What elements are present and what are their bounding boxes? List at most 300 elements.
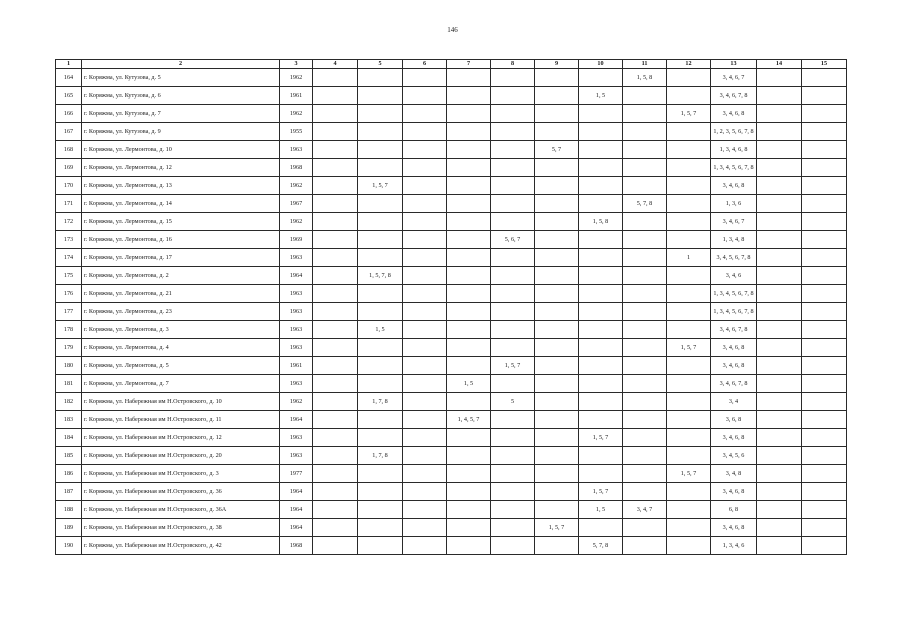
- table-cell: 1964: [280, 483, 313, 501]
- table-cell: 1, 3, 4, 5, 6, 7, 8: [711, 303, 757, 321]
- table-row: [56, 483, 847, 501]
- table-cell: [757, 69, 802, 87]
- table-cell: 5, 7, 8: [579, 537, 623, 555]
- page-number: 146: [447, 26, 458, 34]
- table-cell: [579, 267, 623, 285]
- table-cell: [313, 429, 358, 447]
- table-cell: [491, 195, 535, 213]
- table-cell: [757, 159, 802, 177]
- table-cell: [535, 231, 579, 249]
- table-cell: 3, 4, 6, 8: [711, 429, 757, 447]
- table-cell: 3, 4, 6, 7, 8: [711, 87, 757, 105]
- address-cell: г. Коряжма, ул. Лермонтова, д. 14: [82, 195, 280, 213]
- table-cell: [313, 537, 358, 555]
- table-cell: [447, 285, 491, 303]
- table-cell: [447, 213, 491, 231]
- table-cell: [802, 393, 847, 411]
- table-cell: 1963: [280, 285, 313, 303]
- table-cell: [757, 519, 802, 537]
- table-cell: [491, 105, 535, 123]
- table-cell: [623, 231, 667, 249]
- column-header-2: 2: [82, 60, 280, 69]
- table-cell: [491, 339, 535, 357]
- table-cell: [623, 375, 667, 393]
- table-cell: [535, 429, 579, 447]
- table-cell: [757, 141, 802, 159]
- table-cell: 3, 6, 8: [711, 411, 757, 429]
- table-cell: [667, 195, 711, 213]
- table-cell: 185: [56, 447, 82, 465]
- table-cell: 3, 4, 6, 8: [711, 357, 757, 375]
- table-cell: [358, 429, 403, 447]
- table-cell: 1963: [280, 141, 313, 159]
- table-cell: 181: [56, 375, 82, 393]
- table-cell: [491, 87, 535, 105]
- table-cell: [313, 519, 358, 537]
- table-cell: [358, 519, 403, 537]
- table-row: [56, 105, 847, 123]
- column-header-15: 15: [802, 60, 847, 69]
- table-cell: [757, 213, 802, 231]
- table-cell: 184: [56, 429, 82, 447]
- table-cell: [757, 501, 802, 519]
- address-cell: г. Коряжма, ул. Набережная им Н.Островского, д. 12: [82, 429, 280, 447]
- table-cell: 164: [56, 69, 82, 87]
- table-cell: [667, 213, 711, 231]
- table-cell: 1961: [280, 357, 313, 375]
- table-cell: [579, 303, 623, 321]
- table-cell: [535, 69, 579, 87]
- table-cell: 165: [56, 87, 82, 105]
- table-cell: [579, 519, 623, 537]
- table-cell: [623, 411, 667, 429]
- column-header-13: 13: [711, 60, 757, 69]
- table-cell: 187: [56, 483, 82, 501]
- table-cell: [491, 213, 535, 231]
- column-header-5: 5: [358, 60, 403, 69]
- table-cell: [623, 447, 667, 465]
- table-cell: [403, 105, 447, 123]
- table-row: [56, 267, 847, 285]
- table-cell: 1964: [280, 411, 313, 429]
- table-cell: [757, 123, 802, 141]
- table-cell: [623, 105, 667, 123]
- table-cell: [579, 249, 623, 267]
- table-cell: 5, 7: [535, 141, 579, 159]
- table-cell: [358, 87, 403, 105]
- table-cell: [313, 141, 358, 159]
- table-cell: 1969: [280, 231, 313, 249]
- column-header-9: 9: [535, 60, 579, 69]
- table-cell: [403, 159, 447, 177]
- table-row: [56, 159, 847, 177]
- table-cell: [358, 537, 403, 555]
- table-row: [56, 87, 847, 105]
- table-cell: [667, 123, 711, 141]
- table-cell: [313, 69, 358, 87]
- column-header-3: 3: [280, 60, 313, 69]
- table-cell: [535, 321, 579, 339]
- table-cell: [757, 375, 802, 393]
- table-cell: [491, 519, 535, 537]
- table-cell: [535, 87, 579, 105]
- table-cell: [491, 69, 535, 87]
- column-header-8: 8: [491, 60, 535, 69]
- table-cell: 1962: [280, 69, 313, 87]
- table-cell: 1, 3, 4, 5, 6, 7, 8: [711, 159, 757, 177]
- address-cell: г. Коряжма, ул. Лермонтова, д. 7: [82, 375, 280, 393]
- table-cell: [403, 357, 447, 375]
- table-cell: [802, 213, 847, 231]
- table-cell: [358, 123, 403, 141]
- address-cell: г. Коряжма, ул. Набережная им Н.Островского, д. 20: [82, 447, 280, 465]
- table-cell: 172: [56, 213, 82, 231]
- table-cell: 1, 5, 8: [579, 213, 623, 231]
- table-cell: [358, 231, 403, 249]
- table-cell: [579, 123, 623, 141]
- table-cell: [579, 195, 623, 213]
- table-row: [56, 465, 847, 483]
- table-cell: [535, 339, 579, 357]
- table-cell: 1, 5: [358, 321, 403, 339]
- table-cell: [491, 501, 535, 519]
- table-cell: [802, 177, 847, 195]
- address-cell: г. Коряжма, ул. Набережная им Н.Островского, д. 42: [82, 537, 280, 555]
- table-cell: [802, 141, 847, 159]
- table-cell: 1961: [280, 87, 313, 105]
- table-cell: [623, 483, 667, 501]
- table-cell: [358, 105, 403, 123]
- table-cell: [313, 87, 358, 105]
- table-cell: [403, 195, 447, 213]
- table-row: [56, 69, 847, 87]
- table-cell: 169: [56, 159, 82, 177]
- table-cell: [623, 285, 667, 303]
- column-header-11: 11: [623, 60, 667, 69]
- table-row: [56, 339, 847, 357]
- table-cell: [579, 447, 623, 465]
- table-header-row: [56, 60, 847, 69]
- table-cell: [802, 195, 847, 213]
- table-cell: [802, 267, 847, 285]
- table-cell: [313, 231, 358, 249]
- address-cell: г. Коряжма, ул. Набережная им Н.Островского, д. 10: [82, 393, 280, 411]
- table-cell: [579, 177, 623, 195]
- table-cell: 3, 4, 6: [711, 267, 757, 285]
- table-cell: [623, 393, 667, 411]
- table-cell: [757, 105, 802, 123]
- table-row: [56, 303, 847, 321]
- table-cell: 1: [667, 249, 711, 267]
- table-cell: 1967: [280, 195, 313, 213]
- table-cell: [313, 321, 358, 339]
- table-cell: [403, 537, 447, 555]
- table-row: [56, 123, 847, 141]
- table-cell: [535, 447, 579, 465]
- table-cell: [358, 249, 403, 267]
- table-row: [56, 213, 847, 231]
- table-cell: [757, 231, 802, 249]
- address-cell: г. Коряжма, ул. Лермонтова, д. 16: [82, 231, 280, 249]
- table-cell: [623, 429, 667, 447]
- table-cell: [491, 321, 535, 339]
- table-cell: 1, 5, 7: [667, 339, 711, 357]
- table-cell: 175: [56, 267, 82, 285]
- table-cell: [802, 231, 847, 249]
- table-cell: [447, 195, 491, 213]
- table-cell: [623, 267, 667, 285]
- table-cell: [358, 357, 403, 375]
- table-cell: [403, 375, 447, 393]
- table-cell: [623, 357, 667, 375]
- column-header-6: 6: [403, 60, 447, 69]
- address-cell: г. Коряжма, ул. Лермонтова, д. 13: [82, 177, 280, 195]
- table-cell: 182: [56, 393, 82, 411]
- table-cell: [358, 195, 403, 213]
- table-cell: 1, 5, 7: [535, 519, 579, 537]
- table-cell: [802, 105, 847, 123]
- address-cell: г. Коряжма, ул. Кутузова, д. 6: [82, 87, 280, 105]
- table-cell: 3, 4, 8: [711, 465, 757, 483]
- table-cell: [667, 519, 711, 537]
- table-cell: [447, 141, 491, 159]
- table-cell: [403, 339, 447, 357]
- address-cell: г. Коряжма, ул. Лермонтова, д. 23: [82, 303, 280, 321]
- table-cell: 1, 5, 7: [667, 105, 711, 123]
- table-cell: [623, 141, 667, 159]
- table-cell: 178: [56, 321, 82, 339]
- table-cell: 173: [56, 231, 82, 249]
- table-cell: [403, 429, 447, 447]
- table-cell: [491, 159, 535, 177]
- address-cell: г. Коряжма, ул. Набережная им Н.Островского, д. 38: [82, 519, 280, 537]
- address-cell: г. Коряжма, ул. Лермонтова, д. 21: [82, 285, 280, 303]
- table-cell: [802, 519, 847, 537]
- table-cell: [667, 285, 711, 303]
- table-cell: 3, 4, 6, 8: [711, 339, 757, 357]
- address-cell: г. Коряжма, ул. Набережная им Н.Островского, д. 36: [82, 483, 280, 501]
- table-cell: [447, 429, 491, 447]
- table-row: [56, 519, 847, 537]
- table-cell: 1, 5, 7: [491, 357, 535, 375]
- table-cell: [313, 393, 358, 411]
- table-cell: [313, 195, 358, 213]
- data-table: [55, 59, 847, 555]
- table-cell: [491, 267, 535, 285]
- table-row: [56, 375, 847, 393]
- table-cell: [757, 537, 802, 555]
- table-cell: 1963: [280, 447, 313, 465]
- table-cell: [535, 375, 579, 393]
- table-cell: [447, 105, 491, 123]
- table-cell: [579, 285, 623, 303]
- table-cell: 1963: [280, 321, 313, 339]
- table-cell: 1962: [280, 105, 313, 123]
- table-cell: 3, 4: [711, 393, 757, 411]
- table-cell: 1963: [280, 339, 313, 357]
- table-cell: [313, 483, 358, 501]
- table-cell: [757, 303, 802, 321]
- table-cell: 1, 4, 5, 7: [447, 411, 491, 429]
- table-cell: [447, 231, 491, 249]
- table-cell: 170: [56, 177, 82, 195]
- table-cell: 168: [56, 141, 82, 159]
- table-cell: [623, 123, 667, 141]
- table-cell: [403, 411, 447, 429]
- table-cell: 1977: [280, 465, 313, 483]
- table-cell: 3, 4, 5, 6: [711, 447, 757, 465]
- table-cell: 1, 3, 4, 6: [711, 537, 757, 555]
- table-cell: 174: [56, 249, 82, 267]
- table-cell: [447, 303, 491, 321]
- table-cell: 1, 5: [579, 87, 623, 105]
- column-header-12: 12: [667, 60, 711, 69]
- table-cell: [447, 87, 491, 105]
- table-cell: [358, 69, 403, 87]
- table-cell: 189: [56, 519, 82, 537]
- table-cell: 3, 4, 5, 6, 7, 8: [711, 249, 757, 267]
- table-cell: [403, 87, 447, 105]
- address-cell: г. Коряжма, ул. Лермонтова, д. 10: [82, 141, 280, 159]
- table-cell: [802, 465, 847, 483]
- table-cell: [313, 357, 358, 375]
- table-cell: 3, 4, 6, 7, 8: [711, 321, 757, 339]
- table-cell: [447, 501, 491, 519]
- table-cell: [403, 213, 447, 231]
- table-row: [56, 429, 847, 447]
- table-cell: 1, 7, 8: [358, 393, 403, 411]
- table-cell: [535, 393, 579, 411]
- address-cell: г. Коряжма, ул. Лермонтова, д. 15: [82, 213, 280, 231]
- address-cell: г. Коряжма, ул. Лермонтова, д. 5: [82, 357, 280, 375]
- table-row: [56, 447, 847, 465]
- table-cell: [358, 303, 403, 321]
- table-cell: [535, 177, 579, 195]
- table-cell: [802, 483, 847, 501]
- table-cell: [403, 69, 447, 87]
- table-cell: 1964: [280, 267, 313, 285]
- table-cell: 167: [56, 123, 82, 141]
- table-cell: [802, 339, 847, 357]
- table-cell: [802, 87, 847, 105]
- table-cell: [313, 249, 358, 267]
- table-cell: [623, 213, 667, 231]
- table-cell: 1964: [280, 501, 313, 519]
- table-cell: [491, 375, 535, 393]
- table-cell: 1, 5: [447, 375, 491, 393]
- table-cell: [802, 321, 847, 339]
- table-cell: [802, 501, 847, 519]
- table-cell: [491, 303, 535, 321]
- table-cell: [757, 249, 802, 267]
- table-cell: [623, 159, 667, 177]
- table-row: [56, 501, 847, 519]
- table-cell: [579, 357, 623, 375]
- table-cell: [802, 303, 847, 321]
- table-cell: [757, 87, 802, 105]
- table-cell: [667, 87, 711, 105]
- table-cell: [535, 123, 579, 141]
- table-cell: 3, 4, 6, 7: [711, 69, 757, 87]
- table-cell: 1, 5, 7: [358, 177, 403, 195]
- table-cell: [491, 285, 535, 303]
- table-cell: [623, 465, 667, 483]
- address-cell: г. Коряжма, ул. Набережная им Н.Островского, д. 36А: [82, 501, 280, 519]
- table-cell: [535, 501, 579, 519]
- table-cell: [579, 159, 623, 177]
- table-cell: 188: [56, 501, 82, 519]
- table-cell: [535, 267, 579, 285]
- table-cell: 1, 3, 4, 8: [711, 231, 757, 249]
- address-cell: г. Коряжма, ул. Лермонтова, д. 2: [82, 267, 280, 285]
- table-cell: [802, 249, 847, 267]
- table-cell: [535, 105, 579, 123]
- table-cell: 1962: [280, 213, 313, 231]
- column-header-4: 4: [313, 60, 358, 69]
- table-cell: [313, 501, 358, 519]
- table-cell: [757, 267, 802, 285]
- table-cell: [403, 303, 447, 321]
- table-cell: [403, 483, 447, 501]
- table-cell: [403, 321, 447, 339]
- table-cell: [447, 339, 491, 357]
- table-cell: 1968: [280, 159, 313, 177]
- table-cell: [802, 69, 847, 87]
- table-cell: [802, 375, 847, 393]
- table-cell: [403, 123, 447, 141]
- table-cell: [802, 285, 847, 303]
- table-cell: [403, 177, 447, 195]
- table-cell: [757, 321, 802, 339]
- table-cell: [579, 393, 623, 411]
- table-cell: [447, 483, 491, 501]
- table-cell: [757, 483, 802, 501]
- table-cell: [757, 339, 802, 357]
- table-cell: [535, 411, 579, 429]
- table-cell: [491, 411, 535, 429]
- table-cell: [623, 321, 667, 339]
- table-cell: [535, 249, 579, 267]
- table-cell: [358, 411, 403, 429]
- table-cell: [491, 537, 535, 555]
- table-row: [56, 393, 847, 411]
- table-cell: [358, 339, 403, 357]
- table-row: [56, 357, 847, 375]
- table-cell: [757, 177, 802, 195]
- table-cell: [667, 231, 711, 249]
- table-cell: [403, 519, 447, 537]
- table-cell: [491, 429, 535, 447]
- address-cell: г. Коряжма, ул. Кутузова, д. 5: [82, 69, 280, 87]
- table-cell: [667, 429, 711, 447]
- table-cell: 1, 5, 7: [579, 483, 623, 501]
- table-cell: [535, 195, 579, 213]
- table-cell: 1968: [280, 537, 313, 555]
- table-row: [56, 231, 847, 249]
- table-cell: [802, 537, 847, 555]
- table-cell: [802, 447, 847, 465]
- address-cell: г. Коряжма, ул. Кутузова, д. 7: [82, 105, 280, 123]
- table-cell: [757, 195, 802, 213]
- column-header-10: 10: [579, 60, 623, 69]
- table-cell: [358, 375, 403, 393]
- table-cell: [491, 465, 535, 483]
- table-cell: [403, 393, 447, 411]
- table-cell: [757, 429, 802, 447]
- table-cell: [447, 447, 491, 465]
- table-cell: [802, 123, 847, 141]
- table-row: [56, 285, 847, 303]
